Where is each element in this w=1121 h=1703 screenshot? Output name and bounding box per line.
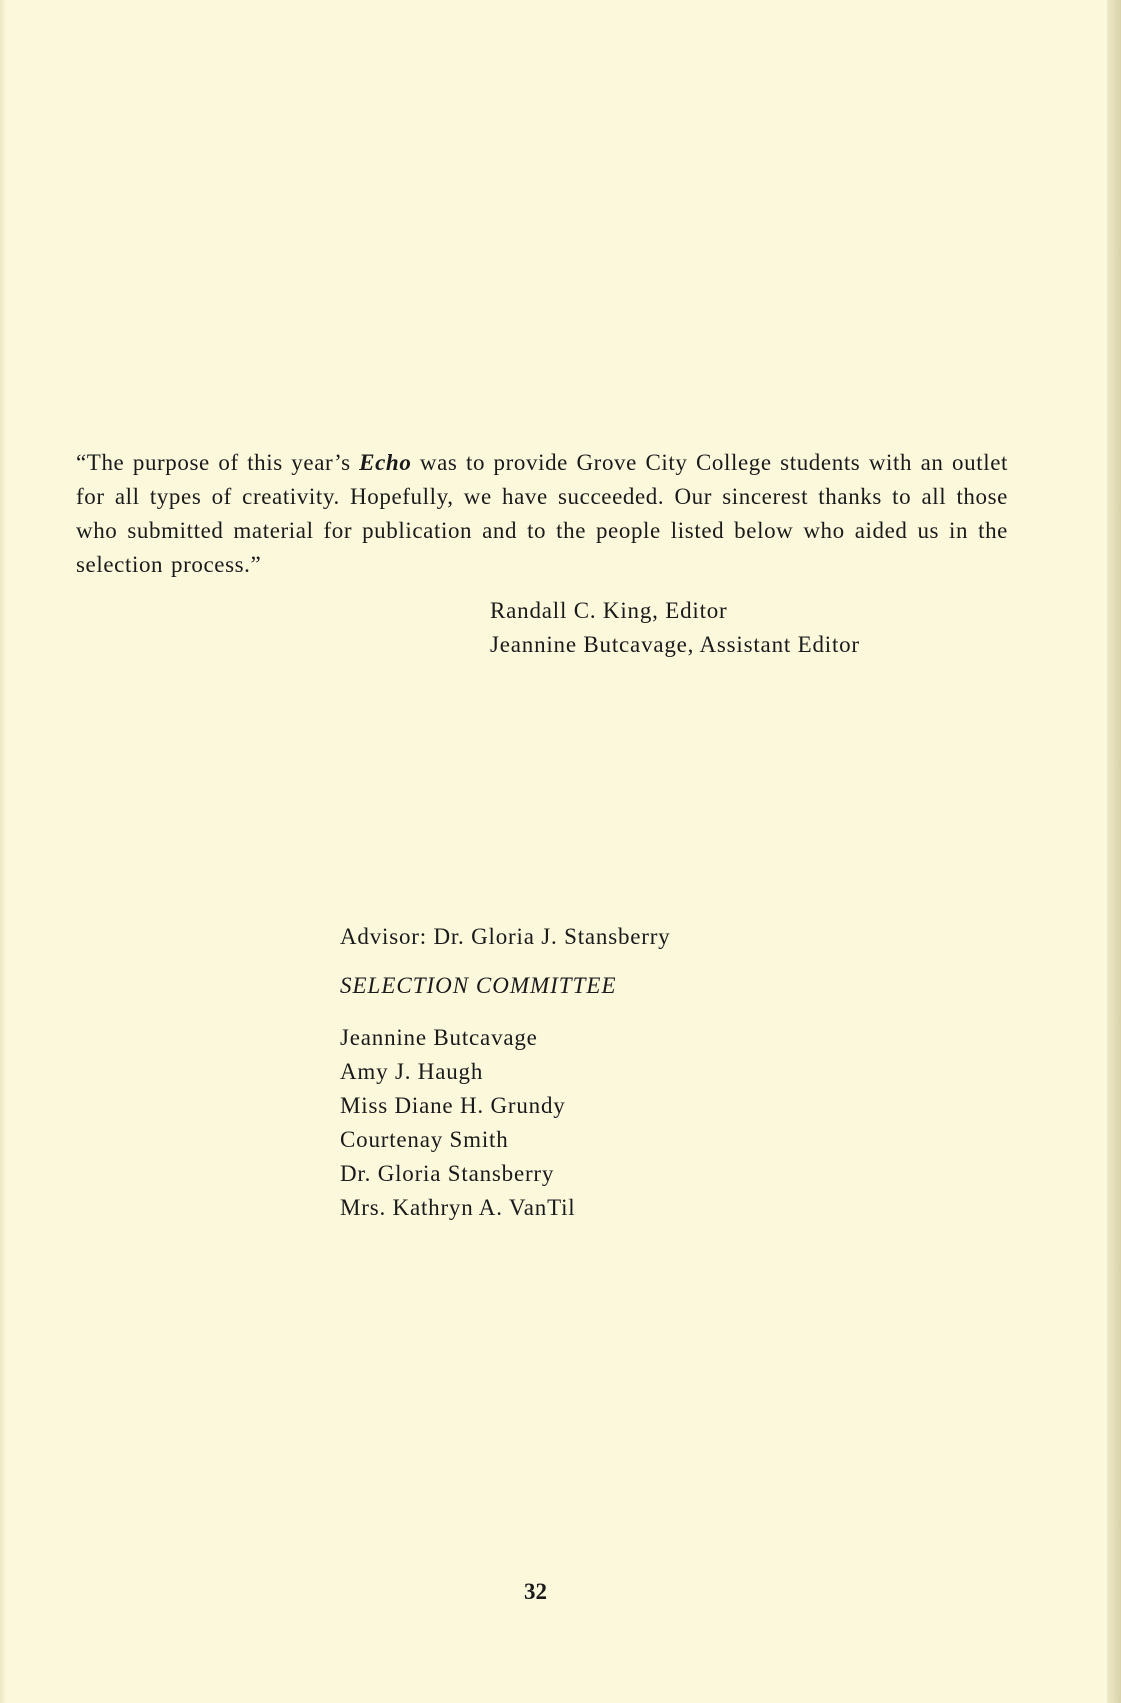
- committee-member: Amy J. Haugh: [340, 1059, 484, 1084]
- committee-member: Dr. Gloria Stansberry: [340, 1161, 555, 1186]
- editor-signature: Randall C. King, Editor: [490, 598, 728, 623]
- committee-member-list: [340, 1021, 576, 1225]
- committee-member: Courtenay Smith: [340, 1127, 509, 1152]
- page-number: 32: [524, 1579, 547, 1604]
- committee-heading: SELECTION COMMITTEE: [340, 973, 617, 998]
- editor-statement: [76, 446, 1008, 582]
- publication-title: Echo: [359, 450, 412, 475]
- committee-member: Mrs. Kathryn A. VanTil: [340, 1195, 576, 1220]
- statement-body: was to provide Grove City College students with an outlet for all types of creativity. Hopefully, we have succeeded. Our sincerest thanks to all those who submitted material for publication and to the people listed below who aided us in the selection process.”: [76, 450, 1008, 577]
- committee-member: Jeannine Butcavage: [340, 1025, 538, 1050]
- advisor-line: Advisor: Dr. Gloria J. Stansberry: [340, 924, 671, 949]
- page-right-edge: [1107, 0, 1121, 1703]
- statement-opening: “The purpose of this year’s: [76, 450, 360, 475]
- signature-block: [490, 594, 860, 662]
- committee-member: Miss Diane H. Grundy: [340, 1093, 566, 1118]
- assistant-editor-signature: Jeannine Butcavage, Assistant Editor: [490, 632, 860, 657]
- page-left-edge: [0, 0, 6, 1703]
